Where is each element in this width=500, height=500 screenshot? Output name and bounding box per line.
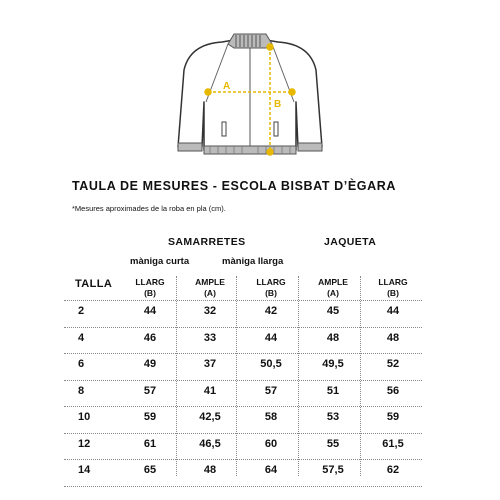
measure-cell: 57 [143, 384, 157, 397]
size-cell: 8 [78, 384, 85, 397]
column-header [240, 277, 302, 299]
measure-cell: 32 [203, 305, 217, 317]
measure-cell: 61,5 [382, 437, 404, 450]
measure-cell: 48 [203, 464, 217, 476]
left-pocket [222, 122, 226, 136]
measure-cell: 51 [326, 384, 340, 397]
measure-cell: 46 [143, 331, 157, 344]
size-cell: 12 [78, 437, 91, 450]
column-header-measure: (B) [144, 288, 156, 298]
column-header-name: LLARG [135, 277, 165, 287]
column-header-name: LLARG [378, 277, 408, 287]
column-header [120, 277, 180, 299]
right-pocket [274, 122, 278, 136]
measure-cell: 42 [264, 305, 278, 317]
measure-cell: 60 [264, 437, 278, 450]
measure-cell: 33 [203, 331, 217, 344]
column-header-name: AMPLE [318, 277, 348, 287]
collar [228, 34, 272, 48]
measure-cell: 57 [264, 384, 278, 397]
size-cell: 14 [78, 464, 91, 476]
measure-cell: 55 [326, 437, 340, 450]
size-cell: 6 [78, 358, 85, 370]
column-header [302, 277, 364, 299]
measure-cell: 62 [386, 464, 400, 476]
measure-cell: 42,5 [199, 411, 221, 423]
label-a: A [223, 81, 231, 92]
size-cell: 10 [78, 411, 91, 423]
measure-cell: 59 [143, 411, 157, 423]
label-b: B [274, 99, 282, 110]
measure-cell: 57,5 [322, 464, 344, 476]
measure-cell: 41 [203, 384, 217, 397]
row-divider [64, 486, 422, 487]
measure-cell: 64 [264, 464, 278, 476]
row-divider [64, 380, 422, 381]
measure-cell: 46,5 [199, 437, 221, 450]
measure-cell: 58 [264, 411, 278, 423]
row-divider [64, 433, 422, 434]
group-samarretes: SAMARRETES [168, 236, 246, 248]
measure-cell: 48 [326, 331, 340, 344]
size-cell: 2 [78, 305, 85, 317]
column-header-measure: (A) [204, 288, 216, 298]
jacket-diagram [170, 30, 330, 162]
measure-cell: 44 [386, 305, 400, 317]
column-header-name: LLARG [256, 277, 286, 287]
measure-cell: 37 [203, 358, 217, 370]
subgroup-maniga-curta: màniga curta [130, 256, 190, 267]
row-divider [64, 300, 422, 301]
row-divider [64, 459, 422, 460]
talla-header: TALLA [75, 278, 113, 290]
size-cell: 4 [78, 331, 85, 344]
measure-cell: 59 [386, 411, 400, 423]
column-header [364, 277, 422, 299]
column-header-measure: (B) [387, 288, 399, 298]
column-header-measure: (A) [327, 288, 339, 298]
page-title: TAULA DE MESURES - ESCOLA BISBAT D’ÈGARA [72, 179, 397, 193]
measure-cell: 48 [386, 331, 400, 344]
measure-cell: 56 [386, 384, 400, 397]
measure-cell: 50,5 [260, 358, 282, 370]
row-divider [64, 353, 422, 354]
measure-cell: 65 [143, 464, 157, 476]
measure-cell: 53 [326, 411, 340, 423]
measure-cell: 44 [143, 305, 157, 317]
row-divider [64, 406, 422, 407]
measure-cell: 49,5 [322, 358, 344, 370]
measure-cell: 61 [143, 437, 157, 450]
subgroup-maniga-llarga: màniga llarga [222, 256, 284, 267]
column-header-name: AMPLE [195, 277, 225, 287]
measure-cell: 44 [264, 331, 278, 344]
column-header-measure: (B) [265, 288, 277, 298]
measure-note: *Mesures aproximades de la roba en pla (cm). [72, 204, 226, 213]
measure-cell: 49 [143, 358, 157, 370]
group-jaqueta: JAQUETA [324, 236, 377, 248]
measure-cell: 52 [386, 358, 400, 370]
measure-cell: 45 [326, 305, 340, 317]
column-header [180, 277, 240, 299]
row-divider [64, 327, 422, 328]
